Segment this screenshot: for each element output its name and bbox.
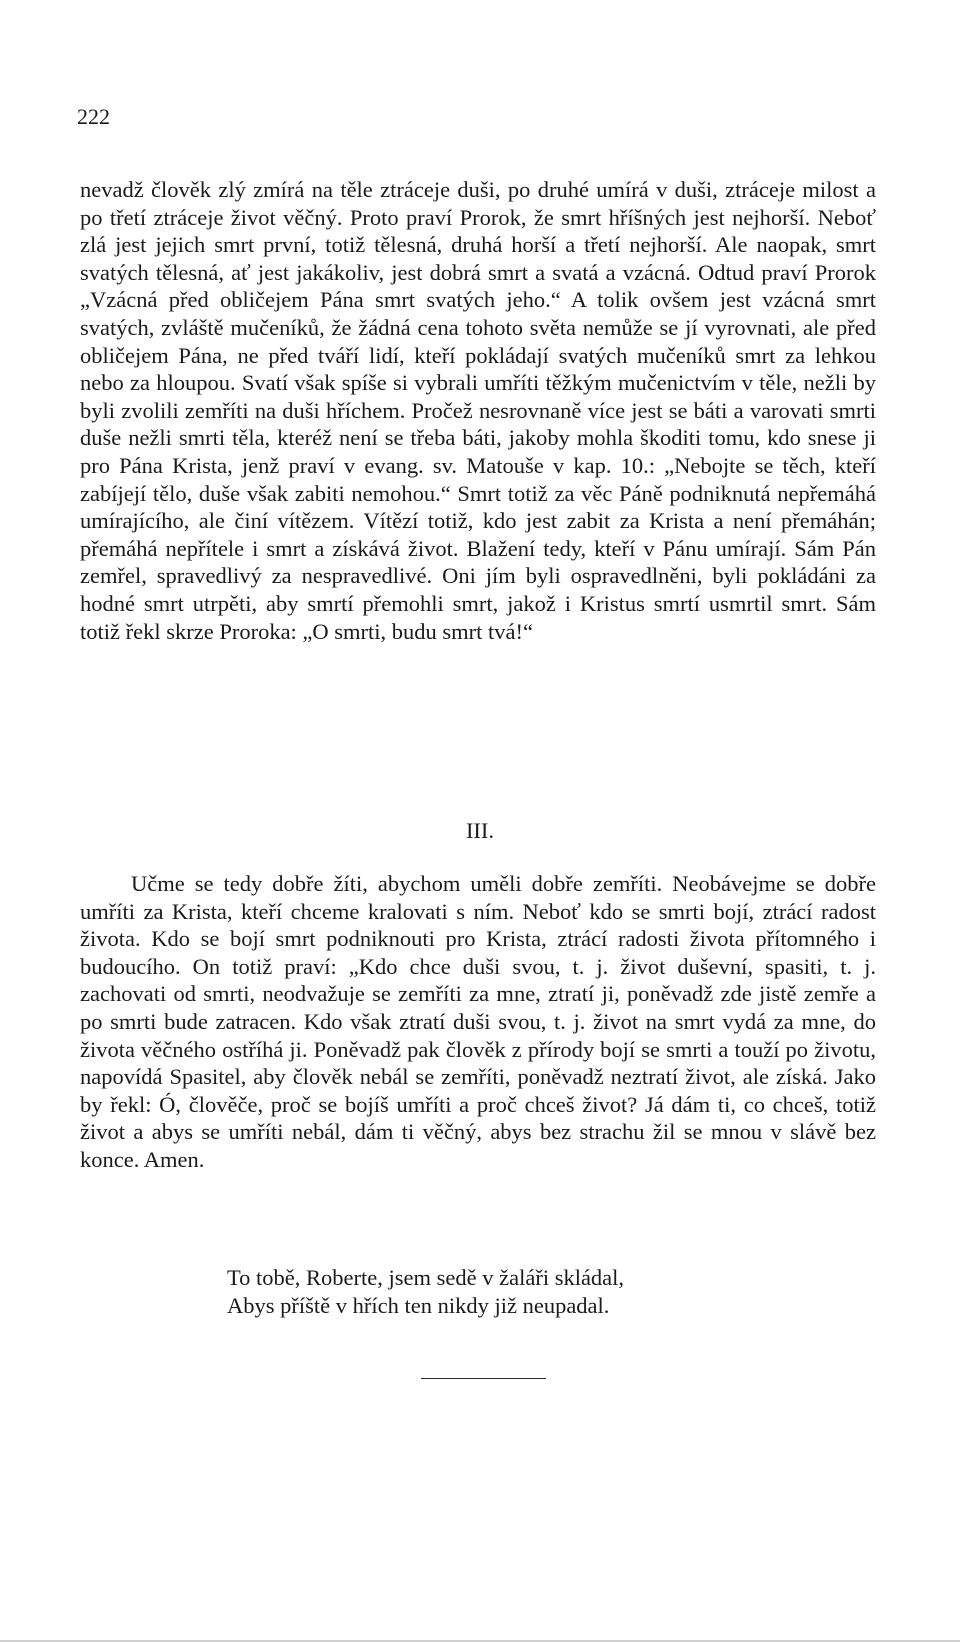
- paragraph-1: nevadž člověk zlý zmírá na těle ztráceje duši, po druhé umírá v duši, ztráceje milost a po třetí ztráceje život věčný. Proto praví Prorok, že smrt hříšných jest nejhorší. Neboť zlá jest jejich smrt první, totiž tělesná, druhá horší a třetí nejhorší. Ale naopak, smrt svatých tělesná, ať jest jakákoliv, jest dobrá smrt a svatá a vzácná. Odtud praví Prorok „Vzácná před obličejem Pána smrt svatých jeho.“ A tolik ovšem jest vzácná smrt svatých, zvláště mučeníků, že žádná cena tohoto světa nemůže se jí vyrovnati, ale před obličejem Pána, ne před tváří lidí, kteří pokládají svatých mučeníků smrt za lehkou nebo za hloupou. Svatí však spíše si vybrali umříti těžkým mučenictvím v těle, nežli by byli zvolili zemříti na duši hříchem. Pročež nesrovnaně více jest se báti a varovati smrti duše nežli smrti těla, kteréž není se třeba báti, jakoby mohla škoditi tomu, kdo snese ji pro Pána Krista, jenž praví v evang. sv. Matouše v kap. 10.: „Nebojte se těch, kteří zabíjejí tělo, duše však zabiti nemohou.“ Smrt totiž za věc Páně podniknutá nepřemáhá umírajícího, ale činí vítězem. Vítězí totiž, kdo jest zabit za Krista a není přemáhán; přemáhá nepřítele i smrt a získává život. Blažení tedy, kteří v Pánu umírají. Sám Pán zemřel, spravedlivý za nespravedlivé. Oni jím byli ospravedlněni, byli pokládáni za hodné smrt utrpěti, aby smrtí přemohli smrt, jakož i Kristus smrtí usmrtil smrt. Sám totiž řekl skrze Proroka: „O smrti, budu smrt tvá!“: [80, 177, 876, 644]
- paragraph-2: Učme se tedy dobře žíti, abychom uměli dobře zemříti. Neobávejme se dobře umříti za Krista, kteří chceme kralovati s ním. Neboť kdo se smrti bojí, ztrácí radost života. Kdo se bojí smrt podniknouti pro Krista, ztrácí radosti života přítomného i budoucího. On totiž praví: „Kdo chce duši svou, t. j. život duševní, spasiti, t. j. zachovati od smrti, neodvažuje se zemříti za mne, ztratí ji, poněvadž zde jistě zemře a po smrti bude zatracen. Kdo však ztratí duši svou, t. j. život na smrt vydá za mne, do života věčného ostříhá ji. Poněvadž pak člověk z přírody bojí se smrti a touží po životu, napovídá Spasitel, aby člověk nebál se zemříti, poněvadž neztratí život, ale získá. Jako by řekl: Ó, člověče, proč se bojíš umříti a proč chceš život? Já dám ti, co chceš, totiž život a abys se umříti nebál, dám ti věčný, abys bez strachu žil se mnou v slávě bez konce. Amen.: [80, 871, 876, 1172]
- page-number: 222: [77, 104, 110, 129]
- verse-line-1: To tobě, Roberte, jsem sedě v žaláři skládal,: [227, 1265, 625, 1290]
- closing-verse: [227, 1264, 624, 1320]
- section-heading: III.: [465, 818, 495, 843]
- separator-rule: [421, 1378, 546, 1379]
- verse-line-2: Abys příště v hřích ten nikdy již neupadal.: [227, 1293, 610, 1318]
